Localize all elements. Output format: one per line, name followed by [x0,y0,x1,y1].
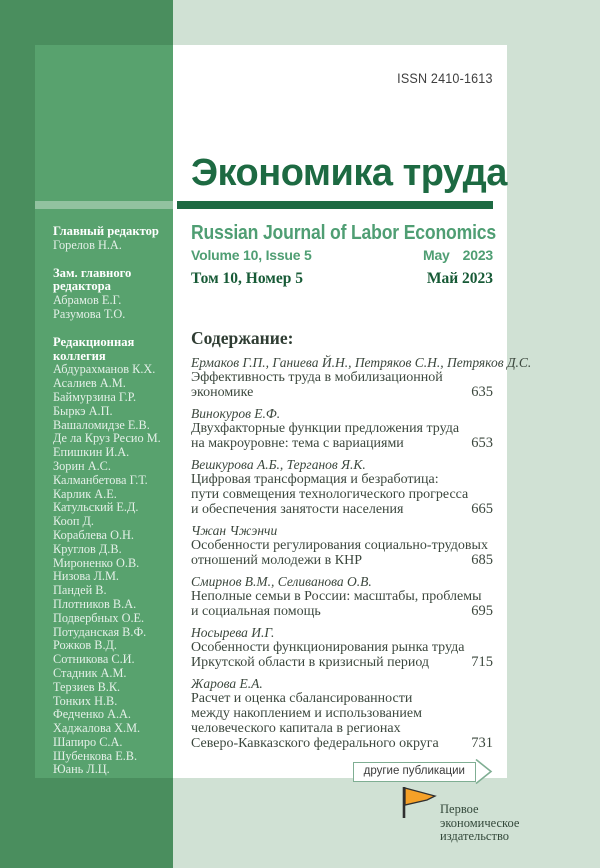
toc-entry-authors: Ермаков Г.П., Ганиева Й.Н., Петряков С.Н., Петряков Д.С. [191,355,532,370]
editor-name: Карлик А.Е. [53,486,117,501]
editor-name: Шубенкова Е.В. [53,748,138,763]
toc-entry-title-line: и социальная помощь [191,604,321,619]
editor-name: Калманбетова Г.Т. [53,472,148,487]
more-publications-row [191,758,493,785]
editor-name: Пандей В. [53,583,107,598]
issue-year-en: 2023 [462,247,493,263]
toc-heading: Содержание: [191,328,294,348]
toc-entry [191,676,493,751]
toc-entry-page-number: 685 [471,552,493,568]
toc-entry-authors: Винокуров Е.Ф. [191,406,281,421]
toc-entry-title-line: человеческого капитала в регионах [191,721,401,736]
toc-entry-page-number: 715 [471,654,493,670]
volume-row-ru [191,271,493,287]
editor-name: Рожков В.Д. [53,638,117,653]
flag-icon [396,784,438,826]
issue-month-en: May [423,247,450,263]
editor-name: Баймурзина Г.Р. [53,389,137,404]
toc-entry-title-line: Особенности функционирования рынка труда [191,640,465,655]
toc-entry-page-number: 653 [471,435,493,451]
sidebar-divider-stripe [35,201,173,209]
editor-name: Зорин А.С. [53,458,111,473]
volume-issue-en: Volume 10, Issue 5 [191,247,312,263]
editor-name: Абрамов Е.Г. [53,293,122,308]
editor-name: Тонких Н.В. [53,693,118,708]
journal-title-ru: Экономика труда [191,152,507,194]
toc-entry-title-line: Эффективность труда в мобилизационной [191,370,443,385]
sidebar-sections [53,225,167,777]
cover-card [35,45,532,778]
toc-entry-title-line: Неполные семьи в России: масштабы, проблемы [191,589,482,604]
toc-entry-title-line: Расчет и оценка сбалансированности [191,691,413,706]
toc-entry-page-number: 695 [471,603,493,619]
editor-name: Подвербных О.Е. [53,610,145,625]
title-rule-divider [177,201,493,209]
sidebar-section-title: коллегия [53,348,106,363]
more-publications-button[interactable]: другие публикации [353,762,476,782]
editor-name: Круглов Д.В. [53,541,122,556]
chevron-right-icon [475,758,493,785]
editor-name: Горелов Н.А. [53,237,122,252]
editor-name: Катульский Е.Д. [53,500,139,515]
toc-entry-page-number: 665 [471,501,493,517]
main-panel [173,45,532,778]
editor-name: Кораблева О.Н. [53,527,134,542]
issn-label: ISSN 2410-1613 [397,71,493,86]
toc-entry-title-line: Особенности регулирования социально-трудовых [191,538,488,553]
publisher-name-line: издательство [440,829,510,843]
toc-entry-authors: Носырева И.Г. [191,625,275,640]
sidebar-section-title: Редакционная [53,334,135,349]
editor-name: Епишкин И.А. [53,445,130,460]
editor-name: Вашаломидзе Е.В. [53,417,150,432]
toc-entry [191,574,493,619]
sidebar-section [53,336,167,778]
issue-date-ru: Май 2023 [426,270,493,287]
toc-entry-title-line: экономике [191,385,254,400]
editor-name: Терзиев В.К. [53,679,121,694]
publisher-name [440,803,519,844]
editor-name: Юань Л.Ц. [53,762,110,777]
editor-name: Низова Л.М. [53,569,119,584]
editor-name: Потуданская В.Ф. [53,624,147,639]
editor-name: Стадник А.М. [53,665,127,680]
toc-entry-authors: Чжан Чжэнчи [191,523,278,538]
editor-name: Абдурахманов К.Х. [53,362,156,377]
toc-entry-title-line: Северо-Кавказского федерального округа [191,736,439,751]
editor-name: Мироненко О.В. [53,555,140,570]
editor-name: Сотникова С.И. [53,652,135,667]
sidebar-section-title: Зам. главного [53,265,132,280]
toc-entry-title-line: пути совмещения технологического прогресса [191,487,469,502]
toc-entry-title-line: отношений молодежи в КНР [191,553,363,568]
publisher-logo [396,784,519,844]
editor-name: Де ла Круз Ресио М. [53,431,161,446]
toc-entry [191,523,493,568]
editorial-sidebar [35,45,173,778]
toc-entry [191,355,532,400]
toc-entry [191,625,493,670]
editor-name: Федченко А.А. [53,707,131,722]
volume-issue-ru: Том 10, Номер 5 [191,270,303,287]
toc-entry-authors: Смирнов В.М., Селиванова О.В. [191,574,372,589]
publisher-name-line: Первое [440,802,479,816]
sidebar-section [53,267,167,322]
toc-entry-title-line: Двухфакторные функции предложения труда [191,421,460,436]
journal-title-en: Russian Journal of Labor Economics [191,222,497,244]
toc-entry-title-line: на макроуровне: тема с вариациями [191,436,404,451]
toc-list [191,355,532,751]
toc-entry [191,457,493,517]
sidebar-section-title: Главный редактор [53,224,159,238]
editor-name: Разумова Т.О. [53,306,126,321]
editor-name: Быркэ А.П. [53,403,113,418]
sidebar-section [53,225,167,253]
editor-name: Асалиев А.М. [53,376,126,391]
sidebar-section-title: редактора [53,279,111,294]
publisher-name-line: экономическое [440,815,520,830]
volume-row-en [191,249,493,262]
toc-entry-authors: Жарова Е.А. [191,676,263,691]
toc-entry-page-number: 731 [471,735,493,751]
toc-entry-title-line: и обеспечения занятости населения [191,502,404,517]
editor-name: Плотников В.А. [53,596,137,611]
toc-entry-title-line: Цифровая трансформация и безработица: [191,472,439,487]
issue-date-en [423,249,493,262]
toc-entry [191,406,493,451]
editor-name: Хаджалова Х.М. [53,721,141,736]
toc-entry-title-line: между накоплением и использованием [191,706,422,721]
editor-name: Кооп Д. [53,514,95,529]
editor-name: Шапиро С.А. [53,734,123,749]
toc-entry-authors: Вешкурова А.Б., Терганов Я.К. [191,457,366,472]
toc-entry-page-number: 635 [471,384,493,400]
toc-entry-title-line: Иркутской области в кризисный период [191,655,430,670]
